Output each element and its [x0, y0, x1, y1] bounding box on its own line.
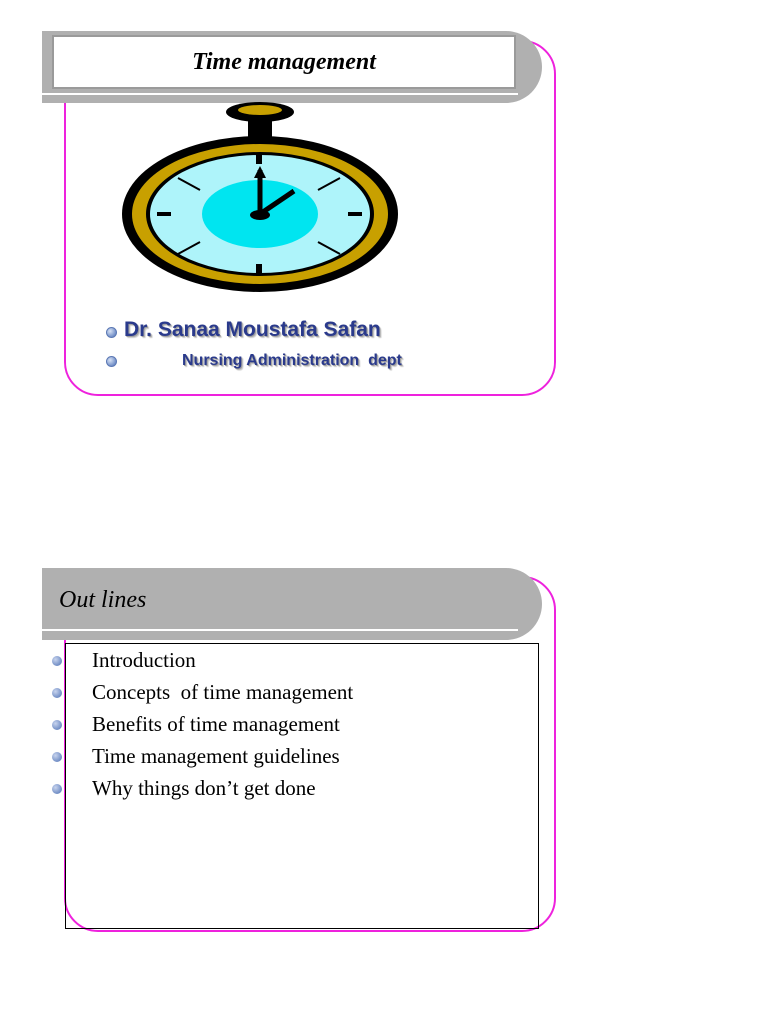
list-item-text: Concepts of time management: [92, 680, 354, 704]
author-name: Dr. Sanaa Moustafa Safan: [124, 318, 381, 341]
author-bullet: [106, 327, 117, 338]
slide-1-title: Time management: [52, 35, 516, 89]
bullet-icon: [52, 720, 62, 730]
list-item-text: Benefits of time management: [92, 712, 340, 736]
bullet-icon: [52, 688, 62, 698]
list-item-text: Time management guidelines: [92, 744, 340, 768]
slide-2-title: Out lines: [59, 587, 147, 613]
list-item-text: Why things don’t get done: [92, 776, 316, 800]
list-item-text: Introduction: [92, 648, 196, 672]
outline-list: [40, 648, 540, 818]
bullet-icon: [52, 752, 62, 762]
bullet-icon: [52, 784, 62, 794]
department-bullet: [106, 356, 117, 367]
stopwatch-clock-icon: [120, 98, 405, 298]
department-name: Nursing Administration dept: [182, 352, 402, 369]
slide-1-title-underline: [42, 93, 518, 95]
bullet-icon: [52, 656, 62, 666]
slide-2-title-underline: [42, 629, 518, 631]
